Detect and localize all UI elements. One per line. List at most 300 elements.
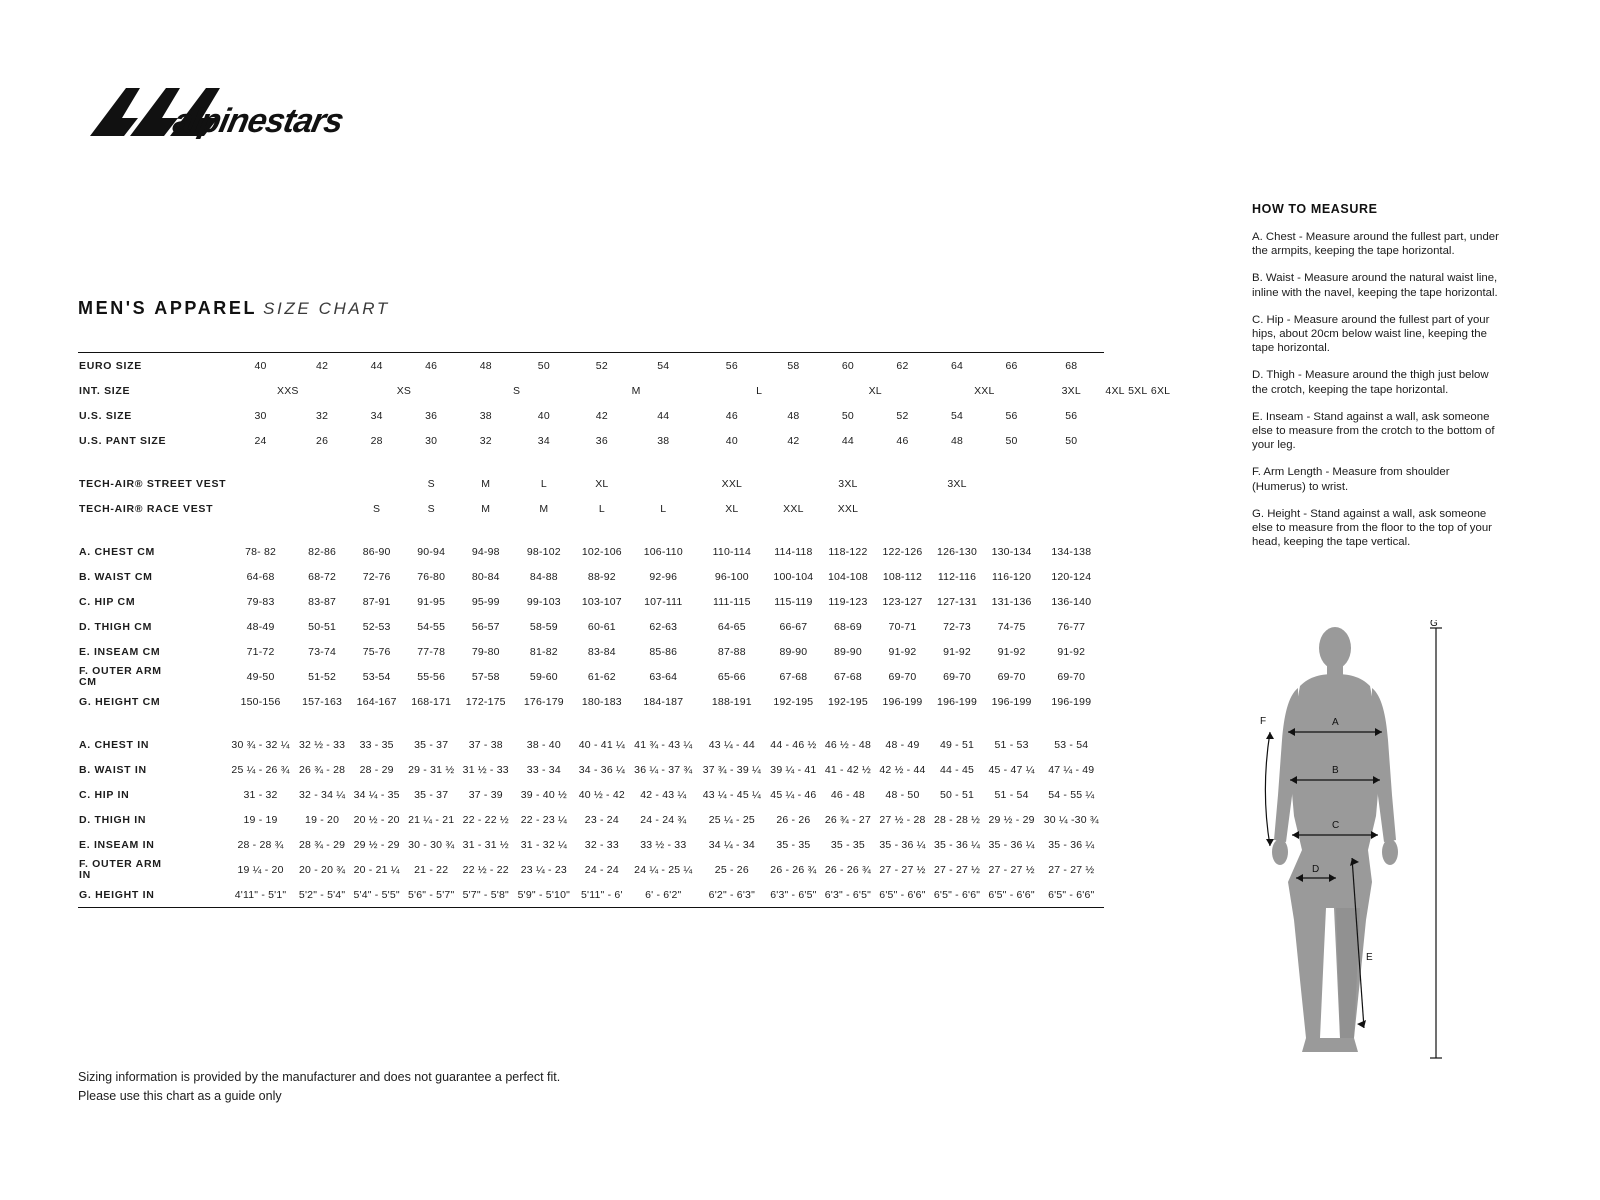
cell: 6XL [1150,384,1171,397]
cell: 24 - 24 ¾ [640,813,687,826]
cell: 6'3" - 6'5" [821,882,876,908]
cell: XXL [721,477,743,490]
cell: 44 [349,353,404,379]
cell [875,471,930,496]
cell: 74-75 [997,620,1026,633]
cell: 24 - 24 [584,863,619,876]
cell [930,496,985,521]
cell [226,496,295,521]
table-row-thigh-in [78,807,1172,832]
cell: S [427,477,435,490]
row-label-inseam-cm: E. INSEAM CM [79,645,161,658]
table-row-hip-in [78,782,1172,807]
row-label-thigh-cm: D. THIGH CM [79,620,153,633]
cell: 19 - 20 [305,813,340,826]
cell: L [540,477,547,490]
cell: 196-199 [937,695,977,708]
cell: 56-57 [471,620,500,633]
cell: 118-122 [828,545,868,558]
figure-label-c: C [1332,820,1340,831]
row-label-inseam-in: E. INSEAM IN [79,838,155,851]
cell: 48 [950,434,964,447]
figure-label-e: E [1366,952,1373,963]
cell: 30 ¼ -30 ¾ [1043,813,1099,826]
cell: 81-82 [529,645,558,658]
cell: 28 - 28 ½ [933,813,981,826]
cell: 111-115 [713,595,751,608]
cell: 46 [404,353,459,379]
cell: 98-102 [526,545,561,558]
cell: 131-136 [991,595,1032,608]
cell: 56 [1005,409,1018,422]
row-label-outer-arm-in [78,857,226,882]
cell: 35 - 35 [830,838,865,851]
cell: 50 - 51 [939,788,975,801]
cell: 69-70 [888,670,917,683]
cell: 127-131 [937,595,977,608]
cell: 58-59 [529,620,558,633]
cell [295,471,350,496]
cell: 42 ½ - 44 [879,763,926,776]
cell: 94-98 [471,545,500,558]
cell: 67-68 [834,670,862,683]
table-row-height-in [78,882,1172,908]
table-spacer [78,521,1172,539]
cell: S [512,384,521,397]
table-row-waist-cm [78,564,1172,589]
cell: 54 [629,353,698,379]
cell: 38 [657,434,670,447]
cell: 79-80 [471,645,500,658]
table-row-height-cm [78,689,1172,714]
row-label-us-pant-size: U.S. PANT SIZE [79,434,167,447]
cell: 172-175 [465,695,506,708]
cell: 88-92 [587,570,616,583]
cell: 29 ½ - 29 [353,838,400,851]
cell: 20 ½ - 20 [353,813,400,826]
cell: 26 [316,434,329,447]
size-chart-table [78,352,1172,908]
cell: 5'9" - 5'10" [513,882,575,908]
cell: 65-66 [717,670,746,683]
cell: S [373,502,381,515]
cell: 30 - 30 ¾ [408,838,455,851]
cell: 25 ¼ - 25 [708,813,755,826]
cell: 41 ¾ - 43 ¼ [634,738,693,751]
row-label-street-vest: TECH-AIR® STREET VEST [79,477,227,490]
cell: 28 - 28 ¾ [237,838,284,851]
cell: 45 - 47 ¼ [988,763,1035,776]
cell: 180-183 [581,695,622,708]
cell: 5'4" - 5'5" [349,882,404,908]
cell: 37 - 38 [468,738,503,751]
table-row-waist-in [78,757,1172,782]
figure-label-d: D [1312,864,1320,875]
table-row-chest-cm [78,539,1172,564]
cell: 31 - 31 ½ [462,838,509,851]
cell: 66 [984,353,1039,379]
cell: 3XL [838,477,858,490]
cell: 21 - 22 [414,863,449,876]
cell: 39 ¼ - 41 [770,763,817,776]
cell: 196-199 [1051,695,1092,708]
cell: 26 - 26 ¾ [824,863,872,876]
cell: 26 ¾ - 27 [824,813,872,826]
body-measurement-diagram [1240,620,1490,1100]
how-to-measure-heading: HOW TO MEASURE [1252,202,1378,216]
cell: 44 [657,409,670,422]
cell: 24 ¼ - 25 ¼ [634,863,693,876]
how-to-measure-panel [1252,202,1500,562]
cell: 46 - 48 [830,788,865,801]
table-row-us-size [78,403,1172,428]
table-row-int-size [78,378,1172,403]
cell: 35 - 36 ¼ [988,838,1035,851]
cell: 66-67 [779,620,808,633]
cell: 50-51 [308,620,337,633]
cell: 116-120 [991,570,1032,583]
figure-label-f: F [1260,716,1267,727]
cell: 64-68 [246,570,275,583]
cell: 120-124 [1051,570,1092,583]
cell: 32 - 33 [584,838,619,851]
cell: 27 ½ - 28 [879,813,926,826]
cell: 42 [595,409,608,422]
cell: 110-114 [712,545,752,558]
cell: 80-84 [471,570,500,583]
cell: 51 - 53 [994,738,1029,751]
cell: 49 - 51 [939,738,975,751]
cell: 62-63 [649,620,678,633]
cell: 164-167 [356,695,397,708]
cell: 19 - 19 [243,813,278,826]
cell: 35 - 36 ¼ [1048,838,1095,851]
cell: 37 - 39 [468,788,503,801]
cell: 48 [787,409,800,422]
table-spacer [78,714,1172,732]
cell: 96-100 [714,570,749,583]
cell [629,471,698,496]
cell: 31 ½ - 33 [462,763,509,776]
cell: 6'5" - 6'6" [1039,882,1104,908]
cell: 89-90 [834,645,862,658]
cell: 42 - 43 ¼ [640,788,687,801]
cell: 30 [425,434,438,447]
cell: 106-110 [643,545,683,558]
cell: 48 [458,353,513,379]
cell: 25 ¼ - 26 ¾ [231,763,290,776]
cell: 22 - 23 ¼ [520,813,567,826]
table-row-hip-cm [78,589,1172,614]
cell: XL [595,477,609,490]
cell: M [481,477,491,490]
table-spacer [78,453,1172,471]
footer-disclaimer [78,1068,560,1106]
cell: 24 [254,434,267,447]
how-to-measure-item-waist: B. Waist - Measure around the natural waist line, inline with the navel, keeping the tape horizontal. [1252,272,1498,299]
cell: 119-123 [828,595,868,608]
cell: XXS [277,384,299,397]
cell: 176-179 [523,695,564,708]
cell: 99-103 [526,595,561,608]
row-label-line2: CM [79,675,97,688]
cell: 58 [766,353,821,379]
cell: 3XL [947,477,967,490]
cell: 39 - 40 ½ [520,788,567,801]
cell [984,471,1039,496]
cell: 22 ½ - 22 [462,863,509,876]
cell: 89-90 [779,645,808,658]
cell: XL [725,502,739,515]
cell: 36 [595,434,608,447]
cell: 51-52 [308,670,337,683]
cell: 40 - 41 ¼ [578,738,625,751]
cell: 54-55 [417,620,446,633]
row-label-line1: F. OUTER ARM [79,665,162,677]
cell [875,496,930,521]
cell: 84-88 [529,570,558,583]
cell: 63-64 [649,670,678,683]
cell: 92-96 [649,570,678,583]
cell: 5'6" - 5'7" [404,882,459,908]
cell: 36 [425,409,438,422]
cell [226,471,295,496]
cell: 28 ¾ - 29 [299,838,346,851]
cell: 134-138 [1051,545,1092,558]
cell: 53-54 [362,670,391,683]
cell: 72-73 [943,620,971,633]
cell: 38 - 40 [526,738,561,751]
row-label-thigh-in: D. THIGH IN [79,813,147,826]
cell: 72-76 [362,570,391,583]
cell: 26 - 26 ¾ [770,863,817,876]
cell: 52 [896,409,909,422]
cell: 23 - 24 [584,813,619,826]
cell: 78- 82 [245,545,277,558]
cell: 40 [537,409,550,422]
row-label-chest-in: A. CHEST IN [79,738,150,751]
cell: 62 [875,353,930,379]
cell: 32 - 34 ¼ [299,788,346,801]
how-to-measure-item-arm-length: F. Arm Length - Measure from shoulder (Humerus) to wrist. [1252,466,1450,493]
cell: 5'7" - 5'8" [458,882,513,908]
cell: 82-86 [308,545,337,558]
cell: 30 ¾ - 32 ¼ [231,738,290,751]
cell [295,496,350,521]
table-row-inseam-in [78,832,1172,857]
cell: 114-118 [774,545,813,558]
cell: 60-61 [587,620,616,633]
table-row-inseam-cm [78,639,1172,664]
row-label-euro-size: EURO SIZE [78,353,226,379]
cell: L [660,502,667,515]
cell: 6'5" - 6'6" [984,882,1039,908]
cell: 37 ¾ - 39 ¼ [702,763,761,776]
cell: 122-126 [882,545,923,558]
cell: 69-70 [943,670,971,683]
cell: 60 [821,353,876,379]
cell: M [481,502,491,515]
cell: 85-86 [649,645,678,658]
cell: 55-56 [417,670,446,683]
cell: 108-112 [882,570,923,583]
cell: 44 - 46 ½ [770,738,817,751]
cell: 26 - 26 [776,813,811,826]
table-row-us-pant-size [78,428,1172,453]
cell: 43 ¼ - 44 [708,738,755,751]
cell: M [539,502,549,515]
cell: 20 - 21 ¼ [353,863,400,876]
page-title-light: SIZE CHART [263,299,390,318]
cell: 90-94 [417,545,446,558]
cell: 59-60 [529,670,558,683]
cell: 102-106 [581,545,622,558]
table-row-thigh-cm [78,614,1172,639]
cell: 87-91 [362,595,391,608]
cell: L [598,502,605,515]
cell: 34 - 36 ¼ [578,763,625,776]
cell: M [631,384,641,397]
cell: 123-127 [882,595,923,608]
cell: 76-77 [1057,620,1086,633]
cell: 22 - 22 ½ [462,813,509,826]
cell: 6' - 6'2" [629,882,698,908]
cell: 6'5" - 6'6" [930,882,985,908]
cell: 91-92 [1057,645,1086,658]
cell: 76-80 [417,570,446,583]
cell: 33 - 34 [526,763,561,776]
row-label-line1: F. OUTER ARM [79,858,162,870]
cell: 168-171 [411,695,452,708]
cell: 25 - 26 [714,863,749,876]
page-title [78,298,390,319]
figure-label-a: A [1332,717,1339,728]
cell: L [756,384,763,397]
row-label-hip-cm: C. HIP CM [79,595,136,608]
cell: 5XL [1128,384,1148,397]
cell: 27 - 27 ½ [879,863,926,876]
cell: 35 - 37 [414,738,449,751]
cell: 34 [370,409,383,422]
cell: 67-68 [779,670,808,683]
cell: 34 ¼ - 35 [353,788,400,801]
cell: 56 [1065,409,1078,422]
cell: 5'11" - 6' [575,882,629,908]
cell: 31 - 32 [243,788,278,801]
table-row-race-vest [78,496,1172,521]
cell: 54 - 55 ¼ [1048,788,1095,801]
cell: 103-107 [581,595,622,608]
row-label-int-size: INT. SIZE [79,384,131,397]
cell: 71-72 [246,645,275,658]
cell: 6'3" - 6'5" [766,882,821,908]
cell: 64-65 [717,620,746,633]
cell: 27 - 27 ½ [1048,863,1095,876]
cell: 79-83 [246,595,275,608]
cell: 5'2" - 5'4" [295,882,350,908]
how-to-measure-item-thigh: D. Thigh - Measure around the thigh just below the crotch, keeping the tape horizontal. [1252,369,1489,396]
how-to-measure-item-inseam: E. Inseam - Stand against a wall, ask someone else to measure from the crotch to the bottom of your leg. [1252,410,1495,452]
cell [1039,496,1104,521]
cell: 57-58 [471,670,500,683]
cell: 44 [841,434,854,447]
cell: 28 - 29 [359,763,394,776]
row-label-outer-arm-cm [78,664,226,689]
cell: 75-76 [362,645,391,658]
cell: 6'2" - 6'3" [698,882,767,908]
table-row-outer-arm-in [78,857,1172,882]
footer-line-2: Please use this chart as a guide only [78,1089,282,1103]
cell: 32 [479,434,492,447]
cell: 196-199 [882,695,923,708]
cell: XXL [783,502,804,515]
row-label-chest-cm: A. CHEST CM [79,545,155,558]
figure-label-g: G [1430,620,1438,629]
cell: 47 ¼ - 49 [1048,763,1095,776]
cell: 104-108 [827,570,868,583]
cell: 40 [725,434,738,447]
cell: 196-199 [991,695,1032,708]
cell: 150-156 [240,695,281,708]
cell: 27 - 27 ½ [933,863,981,876]
cell: 41 - 42 ½ [824,763,872,776]
figure-label-b: B [1332,765,1339,776]
cell: 20 - 20 ¾ [299,863,346,876]
cell [984,496,1039,521]
cell: 40 [226,353,295,379]
cell: 34 [537,434,550,447]
cell: 31 - 32 ¼ [520,838,567,851]
cell: 4'11" - 5'1" [226,882,295,908]
cell: 48 - 49 [885,738,920,751]
table-row-outer-arm-cm [78,664,1172,689]
cell: 91-95 [417,595,446,608]
cell: 35 - 36 ¼ [933,838,981,851]
cell: 32 [316,409,329,422]
table-row-chest-in [78,732,1172,757]
cell: 107-111 [644,595,683,608]
cell: 50 [1065,434,1078,447]
cell: 26 ¾ - 28 [299,763,346,776]
how-to-measure-item-chest: A. Chest - Measure around the fullest part, under the armpits, keeping the tape horizontal. [1252,231,1499,258]
row-label-height-cm: G. HEIGHT CM [79,695,161,708]
cell: 192-195 [827,695,868,708]
cell: 115-119 [774,595,813,608]
how-to-measure-item-hip: C. Hip - Measure around the fullest part of your hips, about 20cm below waist line, keeping the tape horizontal. [1252,313,1490,355]
cell: 45 ¼ - 46 [770,788,817,801]
cell: 184-187 [643,695,684,708]
cell: 51 - 54 [994,788,1029,801]
cell: 35 - 35 [776,838,811,851]
cell: 86-90 [362,545,391,558]
row-label-height-in: G. HEIGHT IN [78,882,226,908]
cell: 91-92 [997,645,1026,658]
cell: 95-99 [471,595,500,608]
cell: 188-191 [711,695,752,708]
cell: 29 ½ - 29 [988,813,1035,826]
cell: 46 [896,434,909,447]
body-silhouette [1272,627,1398,1052]
cell: XXL [974,384,995,397]
cell: 32 ½ - 33 [299,738,346,751]
footer-line-1: Sizing information is provided by the manufacturer and does not guarantee a perfect fit. [78,1070,561,1084]
cell: 27 - 27 ½ [988,863,1035,876]
cell: XS [396,384,412,397]
cell: 126-130 [937,545,977,558]
cell: 44 - 45 [939,763,975,776]
cell: 100-104 [773,570,814,583]
cell: 28 [370,434,383,447]
